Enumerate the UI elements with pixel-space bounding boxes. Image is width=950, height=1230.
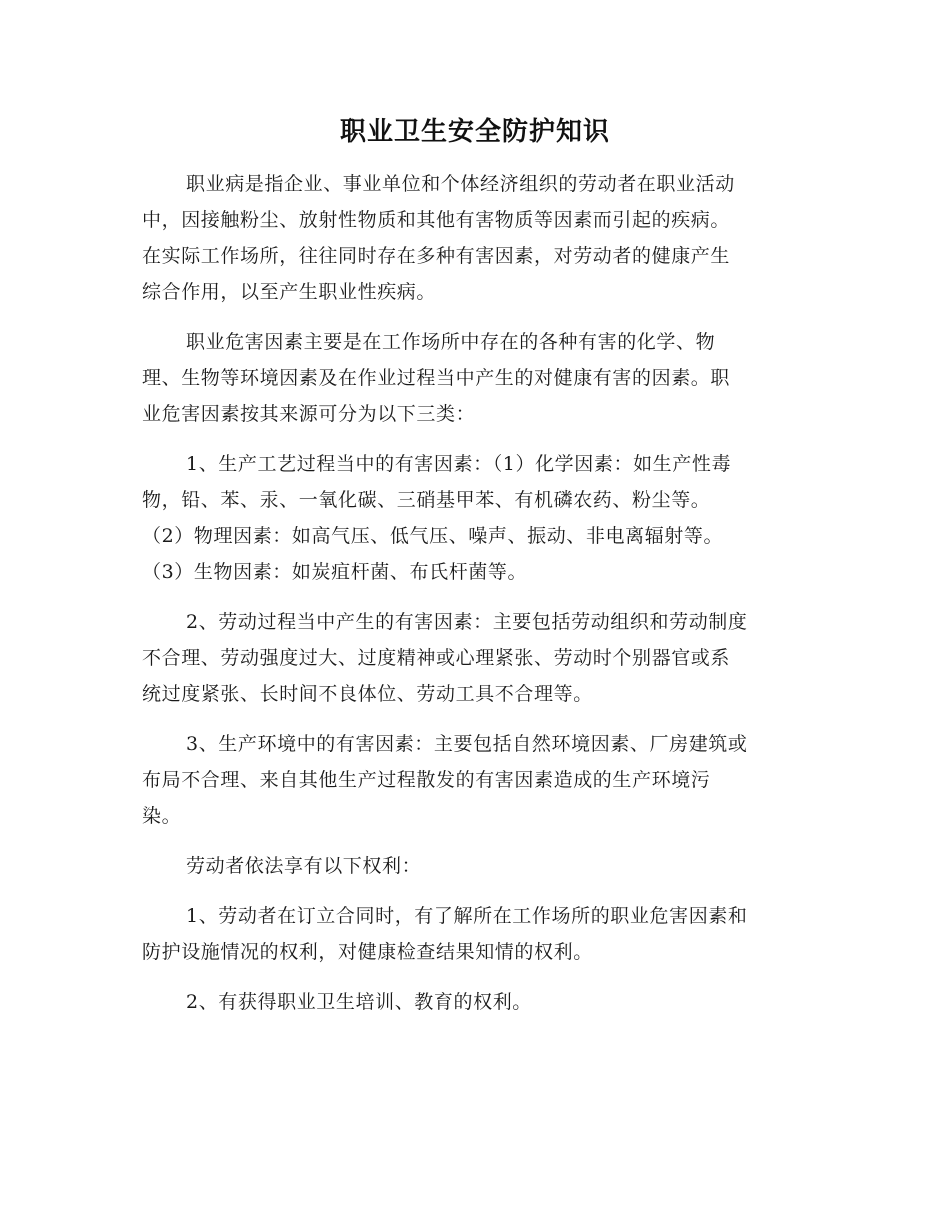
paragraph-line: 综合作用，以至产生职业性疾病。 <box>142 281 437 303</box>
paragraph-line: 染。 <box>142 805 182 827</box>
document-body <box>142 166 808 1034</box>
paragraph-line: （3）生物因素：如炭疽杆菌、布氏杆菌等。 <box>142 561 528 583</box>
paragraph-line: 业危害因素按其来源可分为以下三类： <box>142 403 476 425</box>
paragraph-line: 物，铅、苯、汞、一氧化碳、三硝基甲苯、有机磷农药、粉尘等。 <box>142 489 711 511</box>
document-title: 职业卫生安全防护知识 <box>339 117 610 147</box>
paragraph-line: 1、劳动者在订立合同时，有了解所在工作场所的职业危害因素和 <box>186 905 748 927</box>
paragraph <box>142 898 808 970</box>
paragraph-line: 统过度紧张、长时间不良体位、劳动工具不合理等。 <box>142 683 593 705</box>
paragraph <box>142 984 808 1020</box>
paragraph <box>142 166 808 310</box>
paragraph <box>142 604 808 712</box>
paragraph-line: 劳动者依法享有以下权利： <box>186 855 422 877</box>
paragraph-line: 3、生产环境中的有害因素：主要包括自然环境因素、厂房建筑或 <box>186 733 748 755</box>
paragraph-line: 1、生产工艺过程当中的有害因素：（1）化学因素：如生产性毒 <box>186 453 732 475</box>
paragraph <box>142 726 808 834</box>
paragraph-line: 中，因接触粉尘、放射性物质和其他有害物质等因素而引起的疾病。 <box>142 209 731 231</box>
paragraph-line: 布局不合理、来自其他生产过程散发的有害因素造成的生产环境污 <box>142 769 711 791</box>
paragraph-line: 不合理、劳动强度过大、过度精神或心理紧张、劳动时个别器官或系 <box>142 647 731 669</box>
paragraph-line: 2、有获得职业卫生培训、教育的权利。 <box>186 991 532 1013</box>
paragraph <box>142 324 808 432</box>
paragraph-line: 理、生物等环境因素及在作业过程当中产生的对健康有害的因素。职 <box>142 367 731 389</box>
paragraph <box>142 446 808 590</box>
paragraph-line: （2）物理因素：如高气压、低气压、噪声、振动、非电离辐射等。 <box>142 525 724 547</box>
paragraph <box>142 848 808 884</box>
paragraph-line: 在实际工作场所，往往同时存在多种有害因素，对劳动者的健康产生 <box>142 245 731 267</box>
paragraph-line: 职业危害因素主要是在工作场所中存在的各种有害的化学、物 <box>186 331 716 353</box>
paragraph-line: 防护设施情况的权利，对健康检查结果知情的权利。 <box>142 941 593 963</box>
paragraph-line: 2、劳动过程当中产生的有害因素：主要包括劳动组织和劳动制度 <box>186 611 748 633</box>
paragraph-line: 职业病是指企业、事业单位和个体经济组织的劳动者在职业活动 <box>186 173 735 195</box>
